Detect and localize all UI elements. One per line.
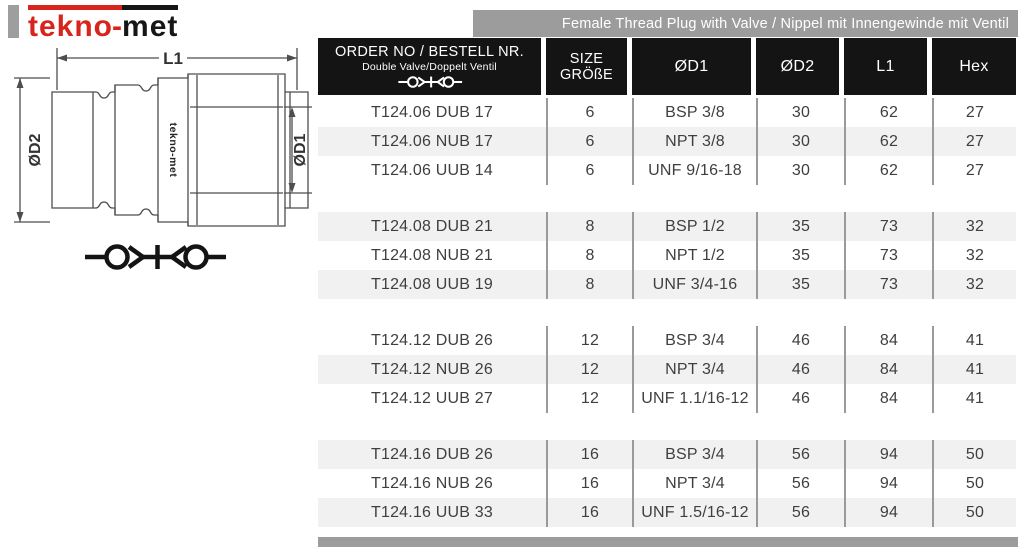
cell-order-no: T124.12 UUB 27 <box>318 384 546 413</box>
cell-l1: 94 <box>844 440 932 469</box>
cell-l1: 84 <box>844 355 932 384</box>
table-header-row <box>318 38 1016 95</box>
cell-order-no: T124.06 UUB 14 <box>318 156 546 185</box>
cell-d2: 30 <box>756 127 844 156</box>
cell-d1: BSP 3/4 <box>632 440 756 469</box>
cell-order-no: T124.08 DUB 21 <box>318 212 546 241</box>
order-no-subtitle: Double Valve/Doppelt Ventil <box>362 61 497 73</box>
table-row <box>318 212 1016 241</box>
table-row <box>318 326 1016 355</box>
dim-d2-label: ØD2 <box>27 133 44 167</box>
table-row <box>318 440 1016 469</box>
page-title-bar <box>473 10 1018 37</box>
cell-l1: 62 <box>844 98 932 127</box>
table-row <box>318 384 1016 413</box>
cell-hex: 32 <box>932 212 1016 241</box>
cell-size: 6 <box>546 98 632 127</box>
size-subtitle: GRÖßE <box>559 66 614 83</box>
double-valve-icon <box>85 245 226 269</box>
cell-hex: 50 <box>932 469 1016 498</box>
cell-l1: 94 <box>844 469 932 498</box>
dim-l1-label: L1 <box>163 49 183 68</box>
cell-d1: BSP 3/8 <box>632 98 756 127</box>
cell-d2: 30 <box>756 156 844 185</box>
cell-size: 6 <box>546 127 632 156</box>
cell-d2: 46 <box>756 384 844 413</box>
table-row <box>318 498 1016 527</box>
cell-hex: 27 <box>932 127 1016 156</box>
table-row <box>318 156 1016 185</box>
cell-order-no: T124.16 NUB 26 <box>318 469 546 498</box>
order-no-title: ORDER NO / BESTELL NR. <box>335 44 524 60</box>
table-group <box>318 98 1016 185</box>
cell-d1: UNF 9/16-18 <box>632 156 756 185</box>
table-row <box>318 241 1016 270</box>
cell-d1: NPT 3/8 <box>632 127 756 156</box>
cell-l1: 62 <box>844 127 932 156</box>
table-body <box>318 98 1016 527</box>
cell-size: 8 <box>546 270 632 299</box>
brand-logo <box>28 5 178 42</box>
cell-hex: 41 <box>932 326 1016 355</box>
table-footer-bar <box>318 537 1018 547</box>
page-title: Female Thread Plug with Valve / Nippel mit Innengewinde mit Ventil <box>561 15 1009 32</box>
cell-d1: BSP 3/4 <box>632 326 756 355</box>
cell-l1: 73 <box>844 241 932 270</box>
cell-hex: 50 <box>932 440 1016 469</box>
cell-l1: 62 <box>844 156 932 185</box>
cell-d2: 30 <box>756 98 844 127</box>
cell-d1: UNF 3/4-16 <box>632 270 756 299</box>
dim-d1-label: ØD1 <box>292 133 309 167</box>
cell-size: 16 <box>546 469 632 498</box>
cell-order-no: T124.06 DUB 17 <box>318 98 546 127</box>
table-row <box>318 270 1016 299</box>
spec-table <box>318 38 1016 527</box>
col-header-order-no <box>318 38 546 95</box>
table-row <box>318 355 1016 384</box>
cell-l1: 84 <box>844 326 932 355</box>
cell-hex: 41 <box>932 384 1016 413</box>
double-valve-icon <box>397 75 463 89</box>
cell-d1: UNF 1.5/16-12 <box>632 498 756 527</box>
cell-d2: 56 <box>756 469 844 498</box>
cell-d2: 56 <box>756 498 844 527</box>
technical-drawing <box>0 40 318 290</box>
col-header-hex: Hex <box>932 38 1016 95</box>
cell-d2: 35 <box>756 270 844 299</box>
cell-l1: 84 <box>844 384 932 413</box>
cell-l1: 94 <box>844 498 932 527</box>
cell-size: 16 <box>546 498 632 527</box>
logo-part-tekno: tekno <box>28 5 113 42</box>
col-header-l1: L1 <box>844 38 932 95</box>
coupling-outline <box>52 74 308 226</box>
cell-d1: NPT 1/2 <box>632 241 756 270</box>
cell-order-no: T124.08 NUB 21 <box>318 241 546 270</box>
cell-d2: 35 <box>756 241 844 270</box>
logo-part-met: met <box>122 5 178 42</box>
table-group <box>318 212 1016 299</box>
cell-d2: 46 <box>756 326 844 355</box>
size-title: SIZE <box>569 50 604 67</box>
cell-order-no: T124.16 UUB 33 <box>318 498 546 527</box>
cell-hex: 32 <box>932 270 1016 299</box>
cell-size: 12 <box>546 326 632 355</box>
col-header-size <box>546 38 632 95</box>
cell-size: 8 <box>546 241 632 270</box>
cell-hex: 27 <box>932 156 1016 185</box>
cell-hex: 41 <box>932 355 1016 384</box>
drawing-body-brand-label: tekno-met <box>167 122 179 178</box>
cell-d1: NPT 3/4 <box>632 355 756 384</box>
cell-size: 16 <box>546 440 632 469</box>
cell-hex: 50 <box>932 498 1016 527</box>
cell-d1: UNF 1.1/16-12 <box>632 384 756 413</box>
cell-order-no: T124.12 NUB 26 <box>318 355 546 384</box>
cell-size: 6 <box>546 156 632 185</box>
cell-d2: 56 <box>756 440 844 469</box>
cell-size: 12 <box>546 384 632 413</box>
cell-order-no: T124.16 DUB 26 <box>318 440 546 469</box>
cell-l1: 73 <box>844 212 932 241</box>
cell-size: 8 <box>546 212 632 241</box>
cell-d2: 35 <box>756 212 844 241</box>
cell-d1: NPT 3/4 <box>632 469 756 498</box>
cell-order-no: T124.12 DUB 26 <box>318 326 546 355</box>
logo-hyphen: - <box>112 5 123 42</box>
table-row <box>318 469 1016 498</box>
col-header-d2: ØD2 <box>756 38 844 95</box>
cell-hex: 27 <box>932 98 1016 127</box>
cell-hex: 32 <box>932 241 1016 270</box>
col-header-d1: ØD1 <box>632 38 756 95</box>
cell-order-no: T124.08 UUB 19 <box>318 270 546 299</box>
page-corner-tab <box>8 5 19 38</box>
cell-order-no: T124.06 NUB 17 <box>318 127 546 156</box>
table-row <box>318 98 1016 127</box>
table-group <box>318 440 1016 527</box>
cell-size: 12 <box>546 355 632 384</box>
table-row <box>318 127 1016 156</box>
cell-d2: 46 <box>756 355 844 384</box>
coupling-drawing-svg <box>0 40 318 290</box>
cell-l1: 73 <box>844 270 932 299</box>
cell-d1: BSP 1/2 <box>632 212 756 241</box>
table-group <box>318 326 1016 413</box>
